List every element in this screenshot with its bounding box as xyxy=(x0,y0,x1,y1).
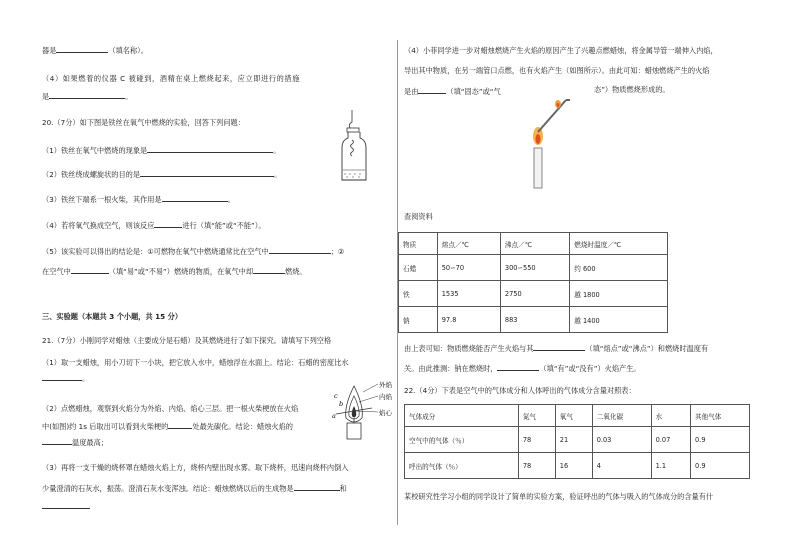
answer-blank[interactable] xyxy=(42,436,72,445)
table-row xyxy=(399,281,668,307)
iron-wire-oxygen-figure xyxy=(334,110,374,188)
gas-composition-table xyxy=(404,404,750,479)
table-row xyxy=(399,255,668,281)
table-cell: 钠 xyxy=(399,307,438,333)
q22-title: 22.（4分）下表是空气中的气体成分和人体呼出的气体成分含量对照表： xyxy=(404,386,636,395)
table-header-cell: 二氧化碳 xyxy=(592,405,651,427)
answer-blank[interactable] xyxy=(49,90,125,99)
q20-5b: 在空气中 （填“易”或“不易”）燃烧的物质，在氧气中却 燃烧。 xyxy=(42,267,307,276)
r-q4-line-1: （4）小菲同学进一步对蜡烛燃烧产生火焰的原因产生了兴趣点燃蜡烛，将金属导管一端伸入内焰， xyxy=(404,46,718,55)
substance-property-table xyxy=(398,232,668,333)
table-cell: 越 1800 xyxy=(570,281,668,307)
table-cell: 铁 xyxy=(399,281,438,307)
answer-blank[interactable] xyxy=(140,168,274,177)
table-cell: 空气中的气体（％） xyxy=(405,427,519,453)
table-cell: 21 xyxy=(555,427,592,453)
q21-3b: 少量澄清的石灰水，振荡。澄清石灰水变浑浊。结论：蜡烛燃烧以后的生成物是 和 xyxy=(42,484,347,493)
table-cell: 0.9 xyxy=(691,427,750,453)
q21-2c: 温度最高； xyxy=(42,436,108,448)
table-cell: 4 xyxy=(592,453,651,479)
q4-line-2: 是 。 xyxy=(42,92,133,101)
table-header-cell: 水 xyxy=(651,405,690,427)
table-cell: 1535 xyxy=(437,281,500,307)
table-row xyxy=(399,307,668,333)
table-cell: 石蜡 xyxy=(399,255,438,281)
table-cell: 0.07 xyxy=(651,427,690,453)
answer-blank[interactable] xyxy=(56,44,108,53)
table-header-cell: 氮气 xyxy=(518,405,555,427)
answer-blank[interactable] xyxy=(71,265,109,274)
table-cell: 883 xyxy=(500,307,569,333)
table-cell: 16 xyxy=(555,453,592,479)
candle-flame-figure xyxy=(332,378,392,440)
table-header-cell: 气体成分 xyxy=(405,405,519,427)
conclusion-line-1: 由上表可知：物质燃烧能否产生火焰与其 （填“熔点”或“沸点”）和燃烧时温度有 xyxy=(404,344,709,353)
label-c: a xyxy=(332,412,336,420)
answer-blank[interactable] xyxy=(147,144,273,153)
q20-4: （4）若将氧气换成空气，则该反应 进行（填“能”或“不能”）。 xyxy=(42,221,266,230)
r-q4-line-3b: 态”）物质燃烧形成的。 xyxy=(594,85,670,94)
q21-1a: （1）取一支蜡烛，用小刀切下一小块，把它放入水中，蜡烛浮在水面上。结论：石蜡的密度比水 xyxy=(42,358,349,367)
q21-3a: （3）再将一支干燥的烧杯罩在蜡烛火焰上方，烧杯内壁出现水雾。取下烧杯，迅速向烧杯内倒入 xyxy=(42,463,349,472)
table-header-row xyxy=(399,233,668,255)
table-header-cell: 沸点／℃ xyxy=(500,233,569,255)
table-cell: 78 xyxy=(518,453,555,479)
metal-tube-candle-figure xyxy=(528,98,588,190)
q21-2b: 中(如图)约 1s 后取出可以看到火柴梗的 处最先碳化。结论：蜡烛火焰的 xyxy=(42,422,293,431)
table-cell: 97.8 xyxy=(437,307,500,333)
answer-blank[interactable] xyxy=(269,245,331,254)
q20-1: （1）铁丝在氧气中燃烧的现象是 。 xyxy=(42,146,281,155)
q21-1b: 。 xyxy=(42,372,89,384)
table-row xyxy=(405,427,750,453)
table-header-cell: 其他气体 xyxy=(691,405,750,427)
table-cell: 78 xyxy=(518,427,555,453)
conclusion-line-2: 关。由此推测：钠在燃烧时， （填“有”或“没有”）火焰产生。 xyxy=(404,364,641,373)
label-inner-flame: 内焰 xyxy=(379,393,392,401)
q21-2a: （2）点燃蜡烛，观察到火焰分为外焰、内焰、焰心三层。把一根火柴梗放在火焰 xyxy=(42,404,299,413)
q22-last-line: 某校研究性学习小组的同学设计了简单的实验方案，验证呼出的气体与吸入的气体成分的含量有什 xyxy=(404,492,714,501)
label-a: c xyxy=(334,392,338,400)
table-cell: 0.03 xyxy=(592,427,651,453)
table-cell: 1.1 xyxy=(651,453,690,479)
table-cell: 50∽70 xyxy=(437,255,500,281)
table-cell: 300∽550 xyxy=(500,255,569,281)
r-q4-line-3: 是由 （填“固态”或“气 xyxy=(404,87,501,96)
answer-blank[interactable] xyxy=(418,85,446,94)
table-cell: 呼出的气体（％） xyxy=(405,453,519,479)
reference-title: 查阅资料 xyxy=(404,212,433,221)
q21-3c xyxy=(42,500,90,512)
label-outer-flame: 外焰 xyxy=(379,381,392,389)
r-q4-line-2: 导出其中物质，在另一端管口点燃，也有火焰产生（如图所示）。由此可知：蜡烛燃烧产生的火焰 xyxy=(404,66,710,75)
table-cell: 约 600 xyxy=(570,255,668,281)
table-header-cell: 物质 xyxy=(399,233,438,255)
section-3-title: 三、实验题（本题共 3 个小题，共 15 分） xyxy=(42,312,183,321)
answer-blank[interactable] xyxy=(42,500,90,509)
label-flame-core: 焰心 xyxy=(379,409,392,417)
q20-3: （3）铁丝下端系一根火柴，其作用是 。 xyxy=(42,195,235,204)
table-cell: 越 1400 xyxy=(570,307,668,333)
answer-blank[interactable] xyxy=(294,482,340,491)
table-row xyxy=(405,453,750,479)
q20-title: 20.（7分）如下图是铁丝在氧气中燃烧的实验，回答下列问题： xyxy=(42,118,245,127)
answer-blank[interactable] xyxy=(154,219,182,228)
table-cell: 0.9 xyxy=(691,453,750,479)
table-header-cell: 熔点／℃ xyxy=(437,233,500,255)
answer-blank[interactable] xyxy=(162,193,228,202)
answer-blank[interactable] xyxy=(253,265,285,274)
answer-blank[interactable] xyxy=(533,342,585,351)
table-header-row xyxy=(405,405,750,427)
label-b: b xyxy=(339,400,344,408)
q20-5a: （5）该实验可以得出的结论是：①可燃物在氧气中燃烧通常比在空气中 ；② xyxy=(42,247,345,256)
table-header-cell: 氧气 xyxy=(555,405,592,427)
table-cell: 2750 xyxy=(500,281,569,307)
q20-2: （2）铁丝绕成螺旋状的目的是 。 xyxy=(42,170,282,179)
answer-blank[interactable] xyxy=(168,420,192,429)
answer-blank[interactable] xyxy=(42,372,82,381)
table-header-cell: 燃烧时温度／℃ xyxy=(570,233,668,255)
q21-title: 21.（7分）小刚同学对蜡烛（主要成分是石蜡）及其燃烧进行了如下探究。请填写下列空格 xyxy=(42,336,332,345)
q4-line-1: （4）如果燃着的仪器 C 被碰到，酒精在桌上燃烧起来，应立即进行的措施 xyxy=(42,74,300,83)
answer-blank[interactable] xyxy=(497,362,539,371)
line-apparatus-name: 器是 （填名称）。 xyxy=(42,46,148,55)
